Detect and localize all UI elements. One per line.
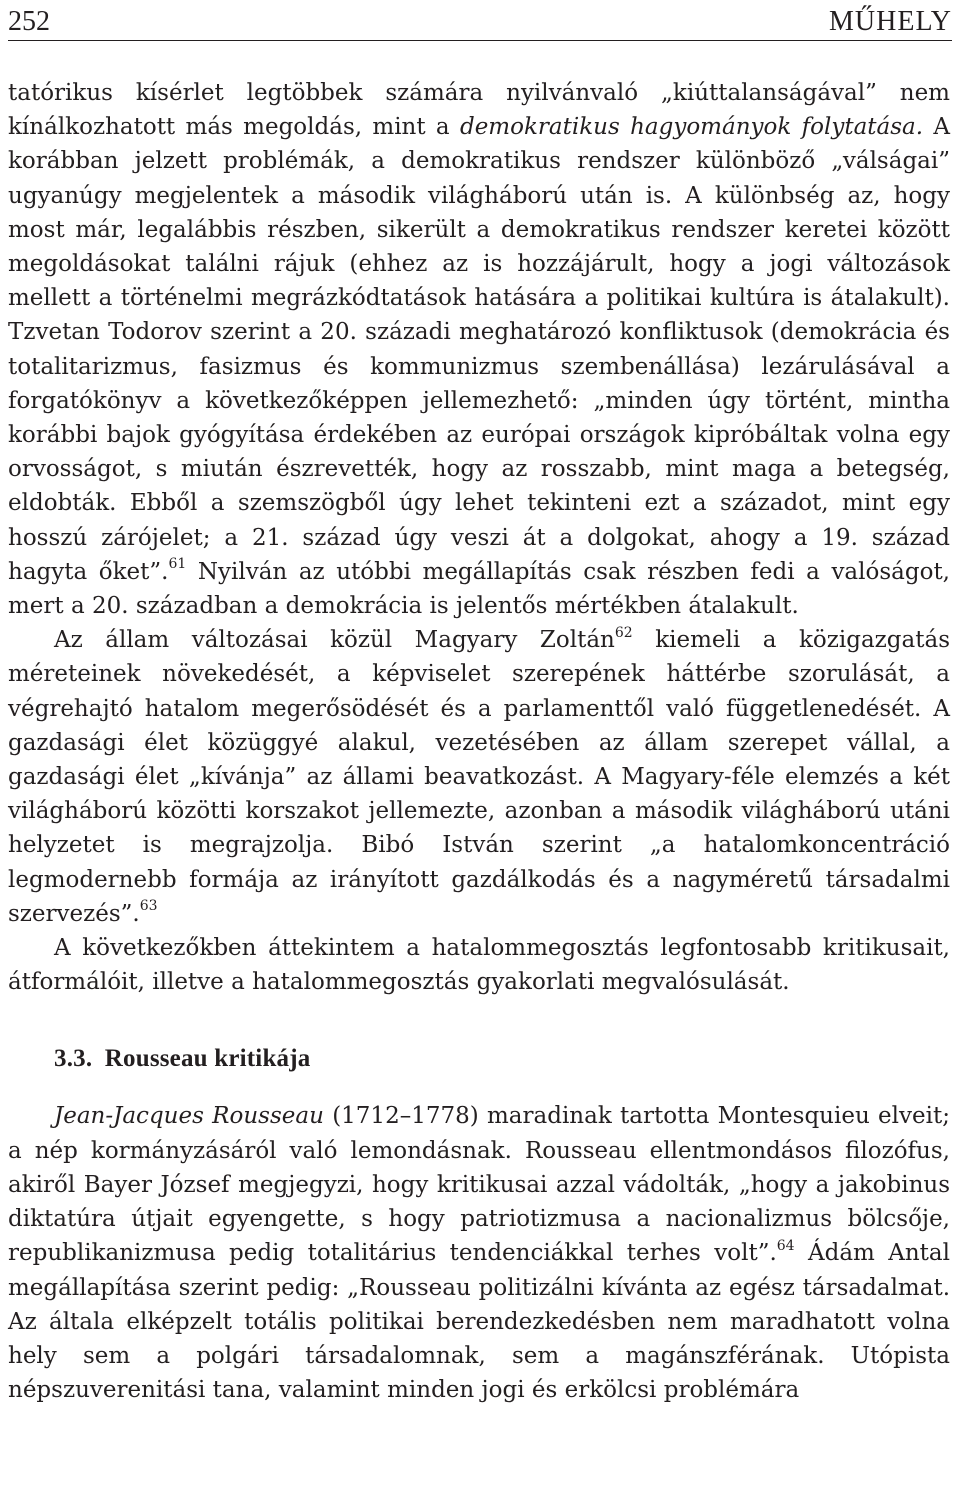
paragraph-1-text-a: tatórikus kísérlet legtöbbek számára nyilvánvaló „kiúttalanságával” nem kínálkozhatott más megoldás, mint a — [8, 80, 950, 141]
footnote-ref-61[interactable]: 61 — [168, 556, 187, 573]
page-number: 252 — [8, 6, 50, 37]
paragraph-4 — [8, 1099, 950, 1407]
footnote-ref-62[interactable]: 62 — [614, 624, 633, 641]
paragraph-1 — [8, 76, 950, 623]
paragraph-4-text-b: Ádám Antal megállapítása szerint pedig: „Rousseau politizálni kívánta az egész társadalmat. Az általa elképzelt totális politikai berendezkedésben nem maradhatott volna hely sem a polgári társadalomnak, sem a magánszférának. Utópista népszuverenitási tana, valamint minden jogi és erkölcsi problémára — [8, 1240, 950, 1404]
footnote-ref-64[interactable]: 64 — [776, 1237, 795, 1254]
paragraph-4-italic: Jean-Jacques Rousseau — [54, 1103, 324, 1130]
body-text — [8, 76, 950, 1407]
paragraph-1-text-b: A korábban jelzett problémák, a demokratikus rendszer különböző „válságai” ugyanúgy megjelentek a második világháború után is. A különbség az, hogy most már, legalábbis részben, sikerült a demokratikus rendszer keretei között megoldásokat találni rájuk (ehhez az is hozzájárult, hogy a jogi változások mellett a történelmi megrázkódtatások hatására a politikai kultúra is átalakult). Tzvetan Todorov szerint a 20. századi meghatározó konfliktusok (demokrácia és totalitarizmus, fasizmus és kommunizmus szembenállása) lezárulásával a forgatókönyv a következőképpen jellemezhető: „minden úgy történt, mintha korábbi bajok gyógyítása érdekében az európai országok kipróbáltak volna egy orvosságot, s miután észrevették, hogy az rosszabb, mint maga a betegség, eldobták. Ebből a szemszögből úgy lehet tekinteni ezt a századot, mint egy hosszú zárójelet; a 21. század úgy veszi át a dolgokat, ahogy a 19. század hagyta őket”. — [8, 114, 950, 585]
footnote-ref-63[interactable]: 63 — [139, 898, 158, 915]
section-title: Rousseau kritikája — [104, 1045, 311, 1073]
paragraph-3: A következőkben áttekintem a hatalommegosztás legfontosabb kritikusait, átformálóit, illetve a hatalommegosztás gyakorlati megvalósulását. — [8, 935, 950, 996]
paragraph-2-text-b: kiemeli a közigazgatás méreteinek növekedését, a képviselet szerepének háttérbe szorulását, a végrehajtó hatalom megerősödését és a parlamenttől való függetlenedését. A gazdasági élet közüggyé alakul, vezetésében az állam szerepet vállal, a gazdasági élet „kívánja” az állami beavatkozást. A Magyary-féle elemzés a két világháború közötti korszakot jellemezte, azonban a második világháború utáni helyzetet is megrajzolja. Bibó István szerint „a hatalomkoncentráció legmodernebb formája az irányított gazdálkodás és a nagyméretű társadalmi szervezés”. — [8, 627, 950, 927]
paragraph-2-text-a: Az állam változásai közül Magyary Zoltán — [54, 627, 615, 654]
page-header — [8, 4, 952, 41]
section-number: 3.3. — [54, 1045, 93, 1073]
paragraph-1-text-c: Nyilván az utóbbi megállapítás csak részben fedi a valóságot, mert a 20. században a demokrácia is jelentős mértékben átalakult. — [8, 558, 950, 620]
paragraph-4-text-a: (1712–1778) maradinak tartotta Montesquieu elveit; a nép kormányzásáról való lemondásnak. Rousseau ellentmondásos filozófus, akiről Bayer József megjegyzi, hogy kritikusai azzal vádolták, „hogy a jakobinus diktatúra útjait egyengette, s hogy patriotizmusa a nacionalizmus bölcsője, republikanizmusa pedig totalitárius tendenciákkal terhes volt”. — [8, 1103, 950, 1267]
section-heading — [54, 1045, 950, 1073]
running-head: MŰHELY — [829, 6, 952, 37]
paragraph-2 — [8, 623, 950, 931]
paragraph-1-italic: demokratikus hagyományok folytatása. — [459, 114, 924, 141]
